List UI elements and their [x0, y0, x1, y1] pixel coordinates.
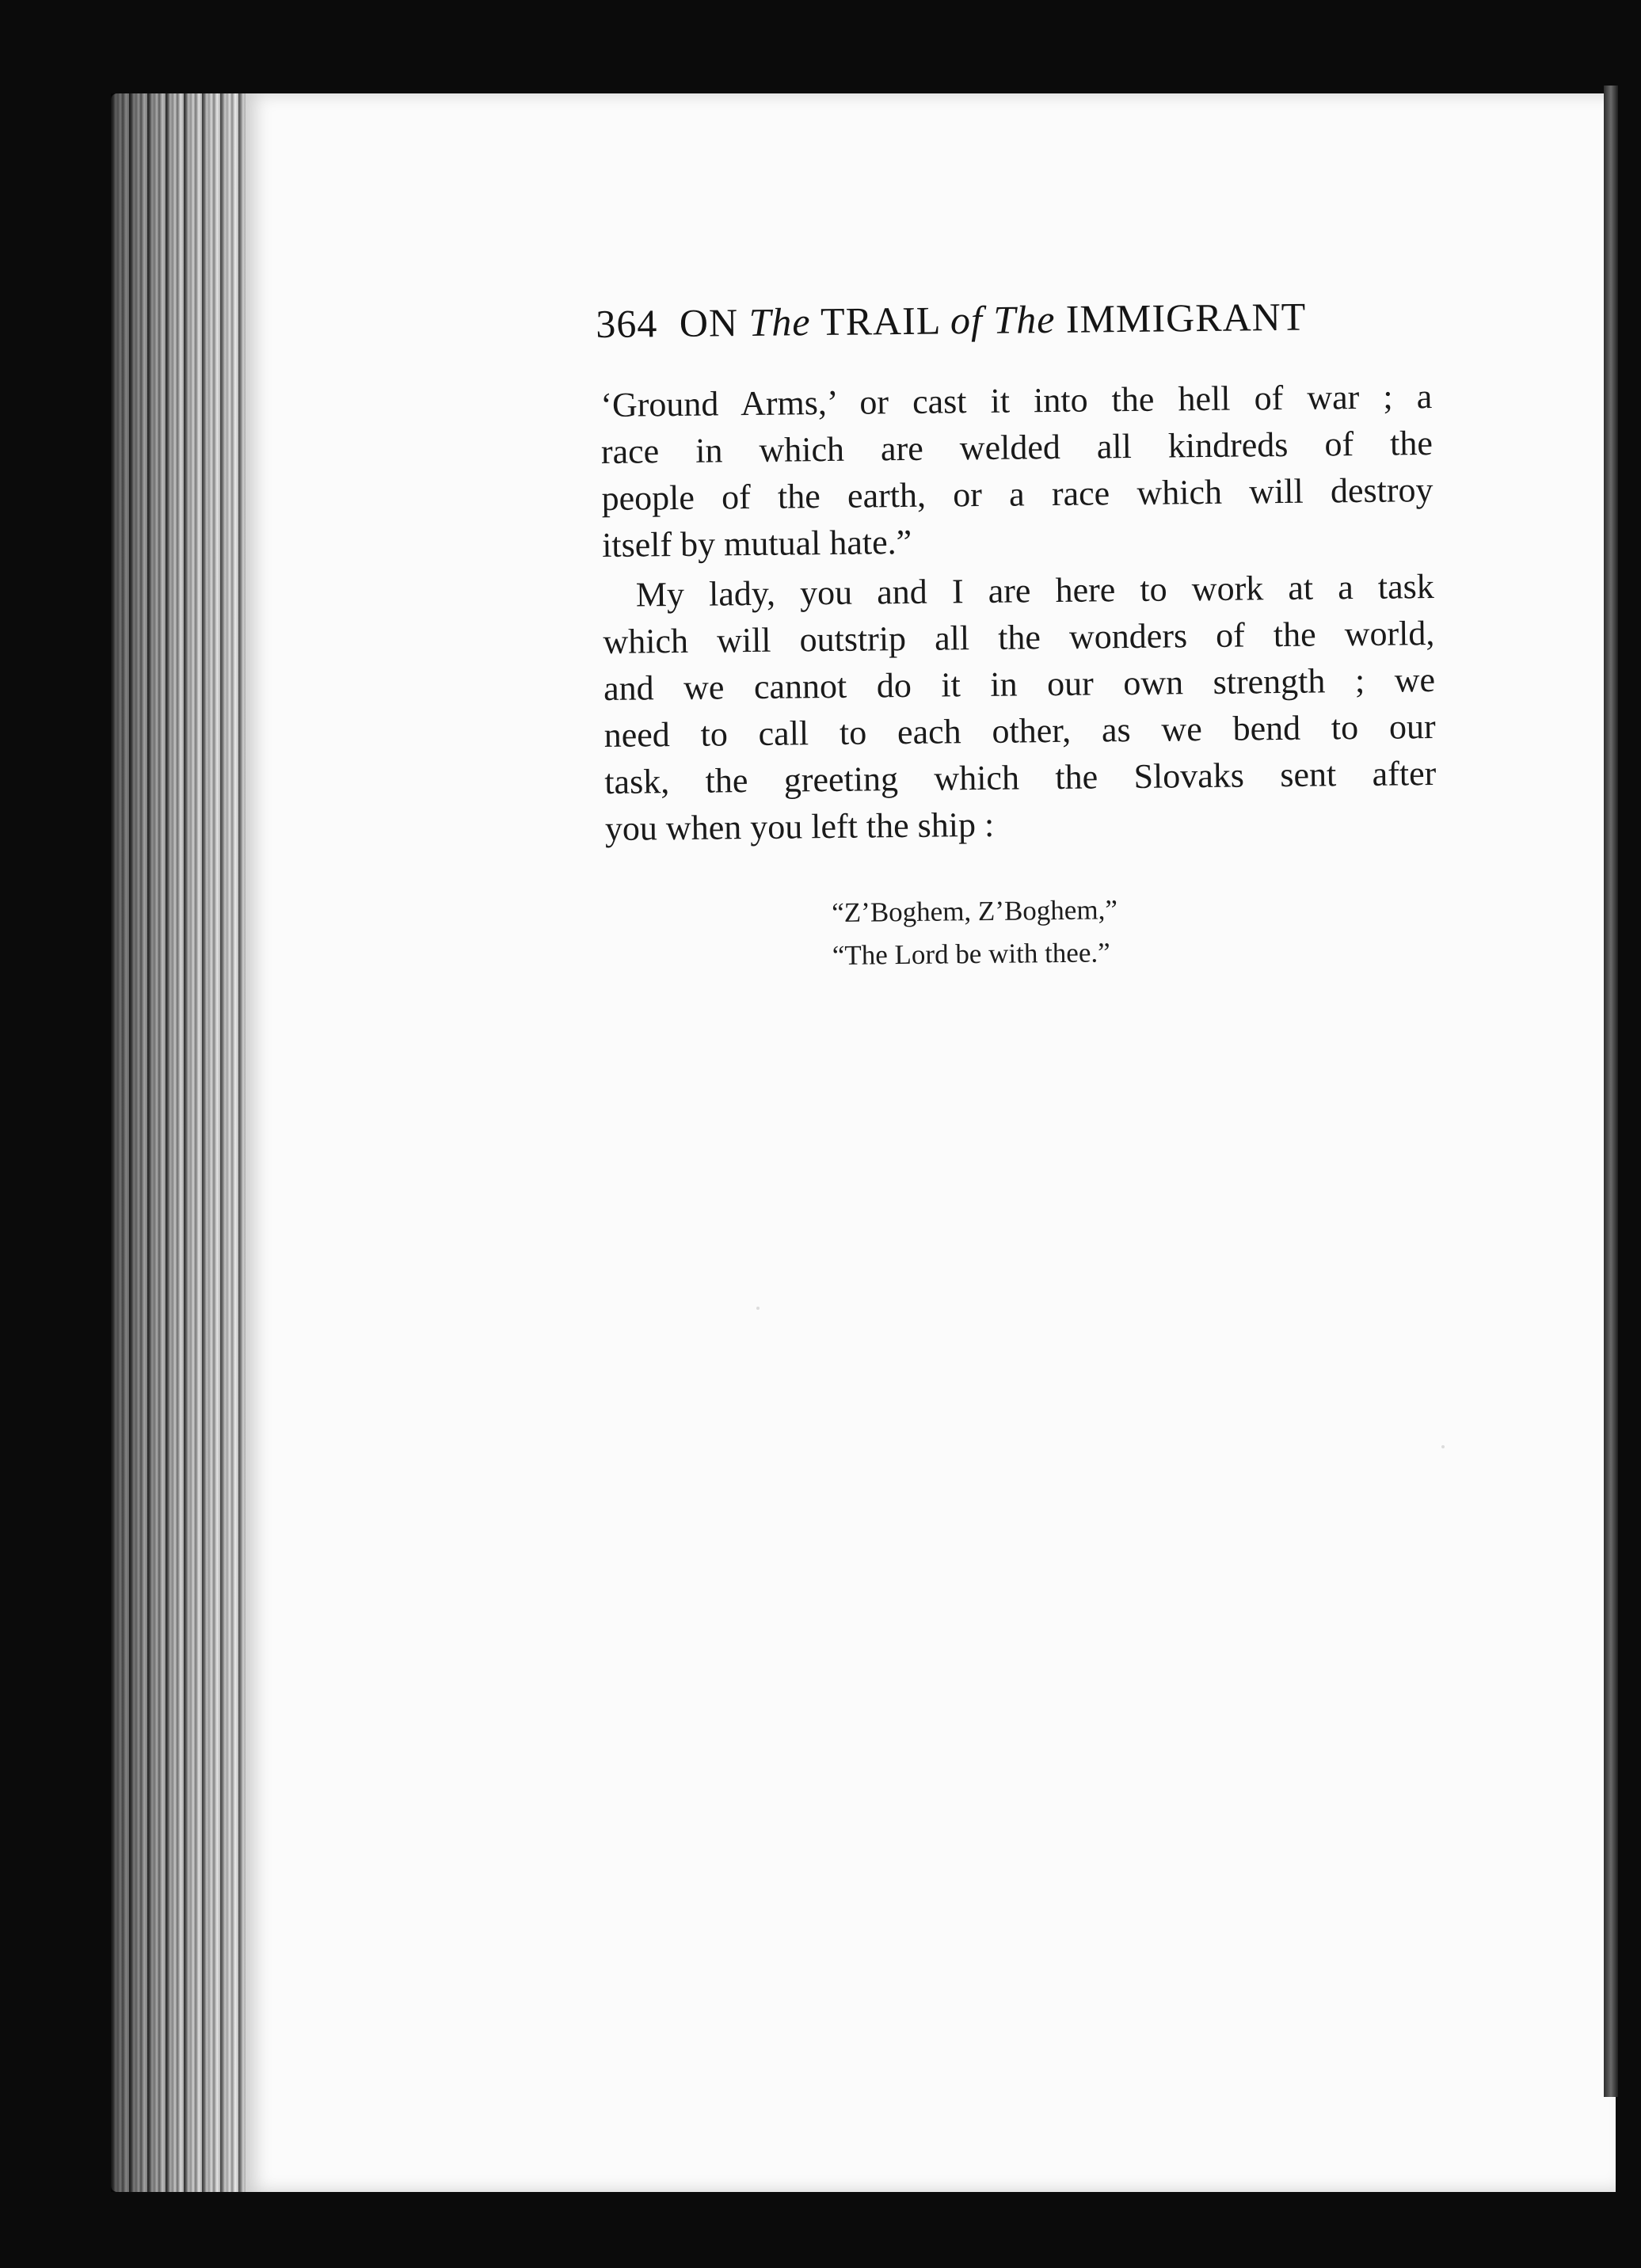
body-text [600, 373, 1437, 852]
page-edges [111, 93, 261, 2192]
verse-quote [832, 889, 1118, 977]
text-line: need to call to each other, as we bend to our [603, 706, 1436, 755]
text-line: you when you left the ship : [604, 805, 995, 848]
running-head-word: ON [679, 300, 739, 345]
text-line: and we cannot do it in our own strength ; we [603, 660, 1436, 708]
text-line: itself by mutual hate.” [601, 522, 912, 565]
text-line: My lady, you and I are here to work at a task [635, 566, 1435, 615]
paper-speck [756, 1307, 760, 1310]
text-line: race in which are welded all kindreds of the [600, 424, 1433, 471]
paper-speck [1441, 1445, 1445, 1448]
running-head-word: IMMIGRANT [1065, 294, 1307, 341]
running-head-word: The [993, 296, 1056, 342]
text-line: task, the greeting which the Slovaks sent after [604, 753, 1437, 801]
running-head [596, 292, 1436, 347]
running-head-word: TRAIL [820, 298, 940, 344]
page-number: 364 [596, 301, 658, 346]
binding-edge [1604, 86, 1618, 2097]
verse-line: “Z’Boghem, Z’Boghem,” [832, 894, 1118, 928]
running-head-word: The [748, 299, 811, 344]
text-line: people of the earth, or a race which will destroy [601, 470, 1433, 518]
running-head-word: of [950, 297, 984, 343]
text-line: ‘Ground Arms,’ or cast it into the hell of war ; a [600, 377, 1433, 424]
verse-line: “The Lord be with thee.” [832, 937, 1110, 971]
text-line: which will outstrip all the wonders of the world, [603, 613, 1435, 661]
